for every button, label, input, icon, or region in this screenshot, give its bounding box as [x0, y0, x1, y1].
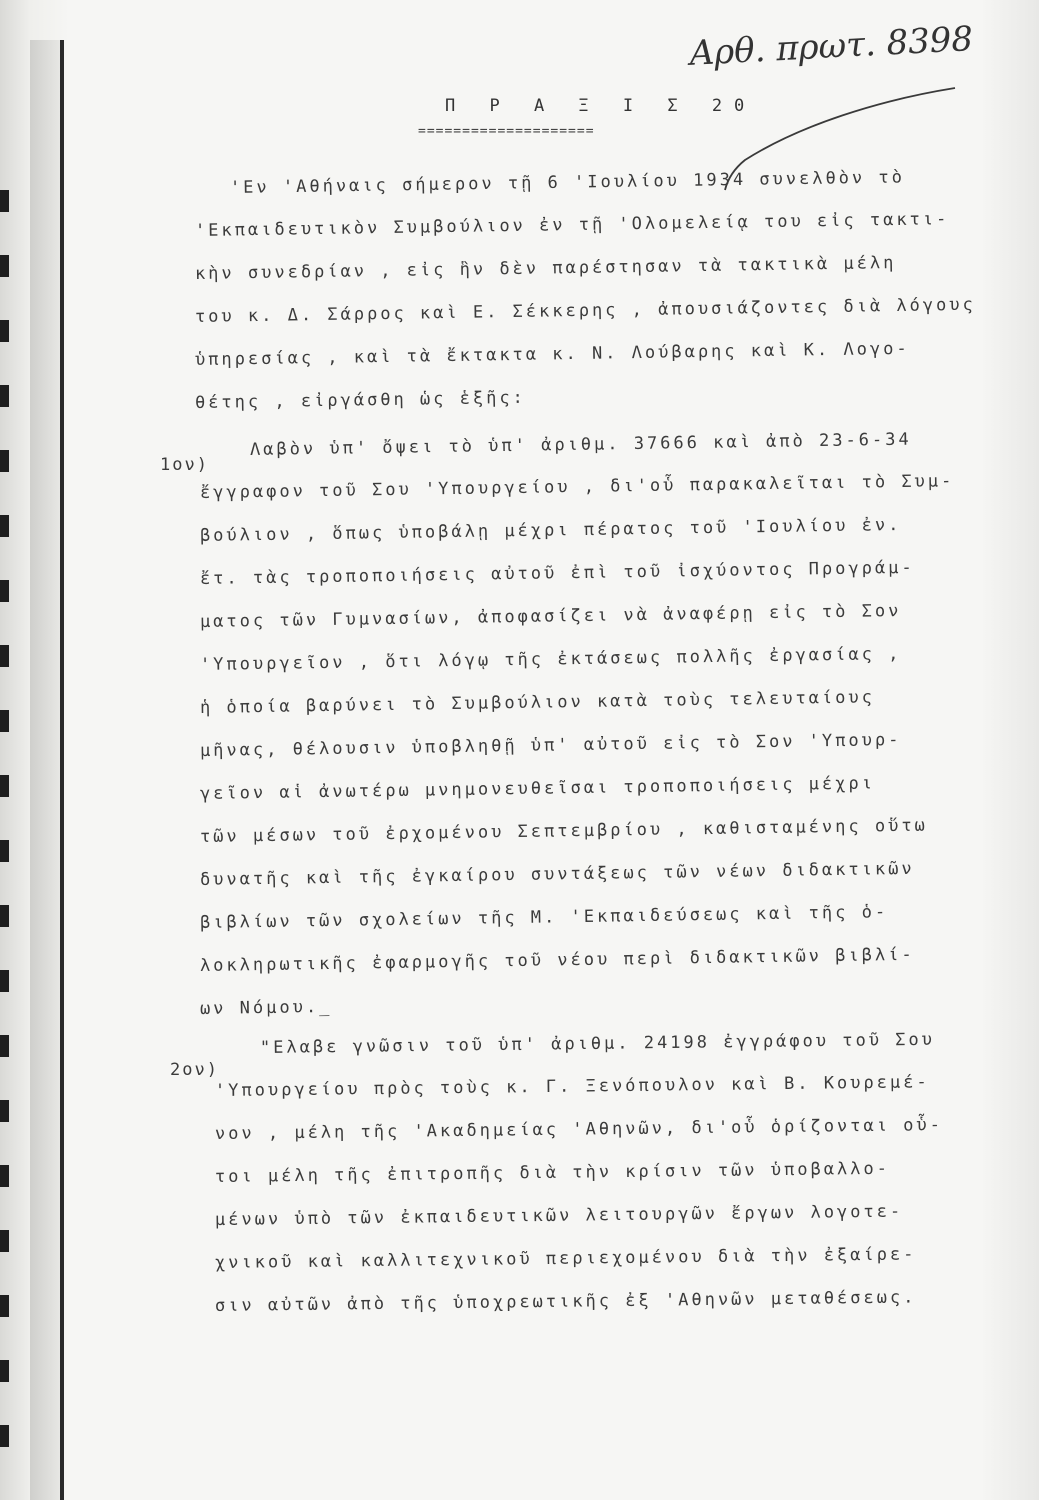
binding-hole — [0, 1360, 9, 1382]
binding-hole — [0, 1295, 9, 1317]
item-number: 1ον) — [160, 455, 209, 475]
item1-line: βούλιον , ὅπως ὑποβάλῃ μέχρι πέρατος τοῦ 'Ιουλίου ἐν. — [199, 514, 902, 546]
title-underline: ==================== — [418, 124, 595, 139]
binding-hole — [0, 385, 9, 407]
item2-line: σιν αὐτῶν ἀπὸ τῆς ὑποχρεωτικῆς ἐξ 'Αθηνῶν μεταθέσεως. — [214, 1287, 917, 1316]
intro-line: 'Εκπαιδευτικὸν Συμβούλιον ἐν τῇ 'Ολομελείᾳ του εἰς τακτι- — [194, 209, 950, 241]
item2-line: νον , μέλη τῆς 'Ακαδημείας 'Αθηνῶν, δι'οὗ ὁρίζονται οὗ- — [214, 1115, 943, 1144]
item1-line: βιβλίων τῶν σχολείων τῆς Μ. 'Εκπαιδεύσεως καὶ τῆς ὁ- — [199, 902, 889, 933]
item1-line: δυνατῆς καὶ τῆς ἐγκαίρου συντάξεως τῶν νέων διδακτικῶν — [199, 858, 915, 890]
binding-hole — [0, 710, 9, 732]
binding-hole — [0, 450, 9, 472]
intro-line: του κ. Δ. Σάρρος καὶ Ε. Σέκκερης , ἀπουσιάζοντες διὰ λόγους — [194, 294, 976, 327]
item1-line: ἡ ὁποία βαρύνει τὸ Συμβούλιον κατὰ τοὺς τελευταίους — [199, 687, 876, 718]
item1-line: 'Υπουργεῖον , ὅτι λόγῳ τῆς ἐκτάσεως πολλῆς ἐργασίας , — [199, 643, 902, 675]
item1-line: ἔγγραφον τοῦ Σου 'Υπουργείου , δι'οὗ παρακαλεῖται τὸ Συμ- — [199, 471, 955, 503]
item2-line: χνικοῦ καὶ καλλιτεχνικοῦ περιεχομένου διὰ τὴν ἐξαίρε- — [214, 1244, 917, 1273]
item1-line: τῶν μέσων τοῦ ἐρχομένου Σεπτεμβρίου , καθισταμένης οὕτω — [199, 815, 928, 847]
binding-hole — [0, 905, 9, 927]
item1-line: ματος τῶν Γυμνασίων, ἀποφασίζει νὰ ἀναφέρῃ εἰς τὸ Σον — [199, 600, 902, 632]
binding-hole — [0, 1425, 9, 1447]
item1-line: μῆνας, θέλουσιν ὑποβληθῇ ὑπ' αὐτοῦ εἰς τὸ Σον 'Υπουρ- — [199, 729, 902, 761]
item1-line: Λαβὸν ὑπ' ὄψει τὸ ὑπ' ἀριθμ. 37666 καὶ ἀπὸ 23-6-34 — [249, 429, 912, 460]
binding-hole — [0, 1165, 9, 1187]
handwritten-protocol-note: Αρθ. πρωτ. 8398 — [688, 19, 974, 74]
item2-line: μένων ὑπὸ τῶν ἐκπαιδευτικῶν λειτουργῶν ἔργων λογοτε- — [214, 1201, 904, 1230]
binding-hole — [0, 970, 9, 992]
intro-line: 'Εν 'Αθήναις σήμερον τῇ 6 'Ιουλίου 1934 συνελθὸν τὸ — [229, 167, 906, 198]
binding-hole — [0, 840, 9, 862]
item1-line: ων Νόμου._ — [199, 996, 333, 1019]
item2-line: τοι μέλη τῆς ἐπιτροπῆς διὰ τὴν κρίσιν τῶν ὑποβαλλο- — [214, 1158, 891, 1187]
item1-line: ἔτ. τὰς τροποποιήσεις αὐτοῦ ἐπὶ τοῦ ἰσχύοντος Προγράμ- — [199, 557, 915, 589]
item-number: 2ον) — [170, 1060, 219, 1080]
intro-line: κὴν συνεδρίαν , εἰς ἣν δὲν παρέστησαν τὰ τακτικὰ μέλη — [194, 252, 897, 284]
binding-hole — [0, 320, 9, 342]
binding-hole — [0, 1230, 9, 1252]
intro-line: θέτης , εἰργάσθη ὡς ἑξῆς: — [194, 387, 526, 413]
page-title: Π Ρ Α Ξ Ι Σ 20 — [445, 96, 757, 116]
item1-line: γεῖον αἱ ἀνωτέρω μνημονευθεῖσαι τροποποιήσεις μέχρι — [199, 773, 876, 804]
binding-hole — [0, 775, 9, 797]
binding-hole — [0, 580, 9, 602]
binding-hole — [0, 1100, 9, 1122]
item1-line: λοκληρωτικῆς ἐφαρμογῆς τοῦ νέου περὶ διδακτικῶν βιβλί- — [199, 944, 915, 976]
intro-line: ὑπηρεσίας , καὶ τὰ ἔκτακτα κ. Ν. Λούβαρης καὶ Κ. Λογο- — [194, 338, 910, 370]
binding-hole — [0, 515, 9, 537]
item2-line: 'Υπουργείου πρὸς τοὺς κ. Γ. Ξενόπουλον καὶ Β. Κουρεμέ- — [214, 1072, 930, 1101]
item2-line: "Ελαβε γνῶσιν τοῦ ὑπ' ἀριθμ. 24198 ἐγγράφου τοῦ Σου — [259, 1029, 936, 1058]
binding-hole — [0, 1035, 9, 1057]
binding-hole — [0, 645, 9, 667]
